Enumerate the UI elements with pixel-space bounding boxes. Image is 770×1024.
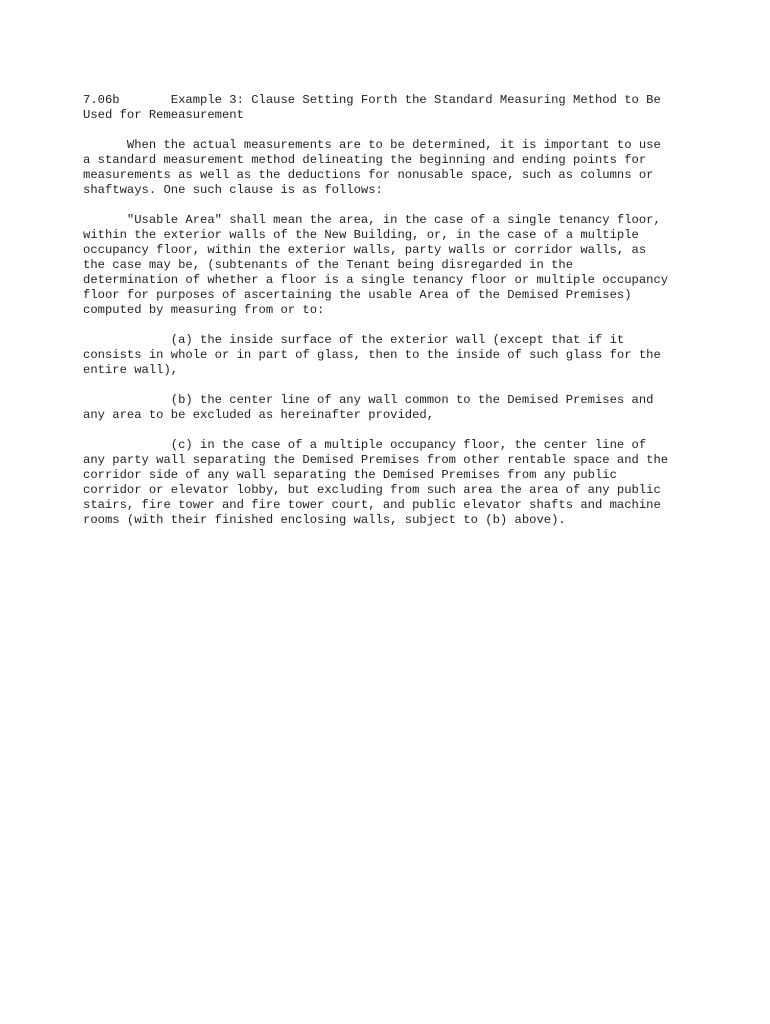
intro-paragraph: When the actual measurements are to be determined, it is important to use a standard measurement method delineating the beginning and ending points for measurements as well as the deductions for nonusable space, such as columns or shaftways. One such clause is as follows:: [83, 138, 661, 197]
usable-area-definition: "Usable Area" shall mean the area, in the case of a single tenancy floor, within the exterior walls of the New Building, or, in the case of a multiple occupancy floor, within the exterior walls, party walls or corridor walls, as the case may be, (subtenants of the Tenant being disregarded in the determination of whether a floor is a single tenancy floor or multiple occupancy floor for purposes of ascertaining the usable Area of the Demised Premises) computed by measuring from or to:: [83, 213, 669, 317]
clause-c: (c) in the case of a multiple occupancy floor, the center line of any party wall separating the Demised Premises from other rentable space and the corridor side of any wall separating the Demised Premises from any public corridor or elevator lobby, but excluding from such area the area of any public stairs, fire tower and fire tower court, and public elevator shafts and machine rooms (with their finished enclosing walls, subject to (b) above).: [83, 438, 669, 527]
section-heading: 7.06b Example 3: Clause Setting Forth the Standard Measuring Method to Be Used for Remeasurement: [83, 93, 661, 122]
document-text: [83, 93, 723, 528]
clause-b: (b) the center line of any wall common to the Demised Premises and any area to be excluded as hereinafter provided,: [83, 393, 654, 422]
clause-a: (a) the inside surface of the exterior wall (except that if it consists in whole or in part of glass, then to the inside of such glass for the entire wall),: [83, 333, 661, 377]
